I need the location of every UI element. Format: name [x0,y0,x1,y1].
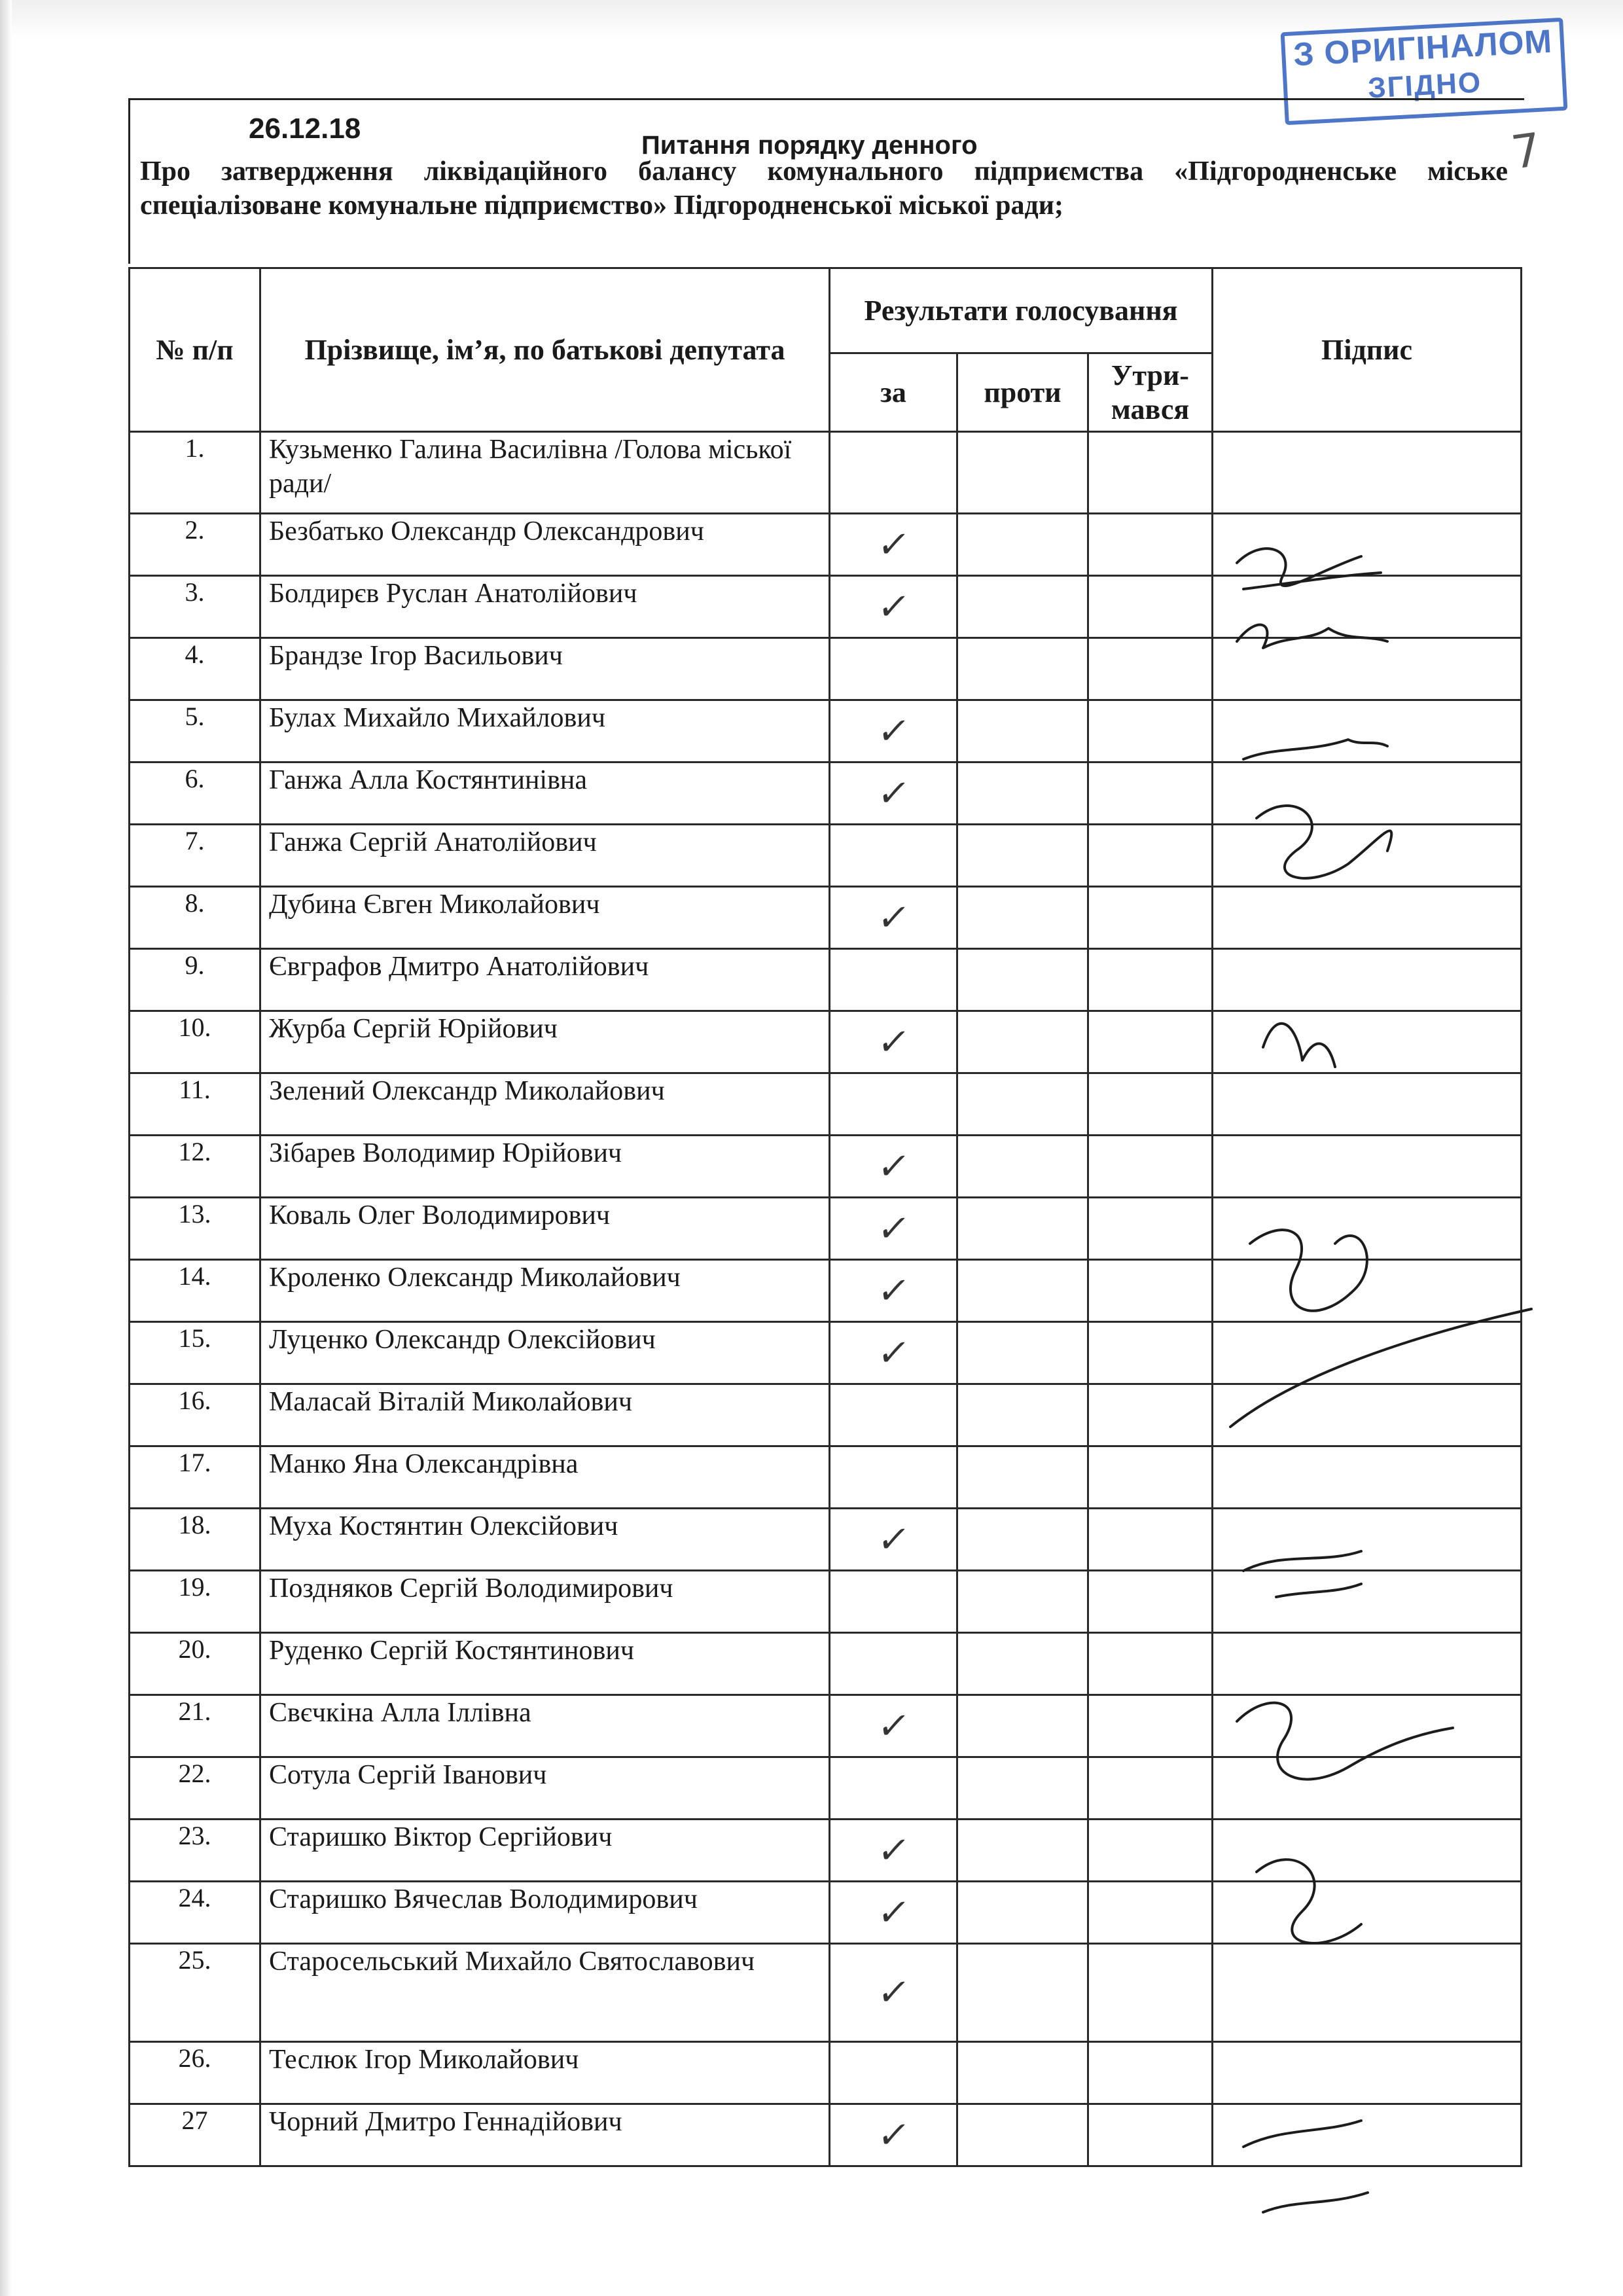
header-signature: Підпис [1213,268,1522,432]
meeting-date: 26.12.18 [249,113,361,145]
signature-cell [1213,1882,1522,1944]
header-row-1 [130,268,1522,353]
vote-za [830,2042,957,2104]
vote-proty [957,514,1088,576]
table-row [130,514,1522,576]
vote-proty [957,1384,1088,1446]
vote-abstained [1088,1882,1213,1944]
vote-za [830,1820,957,1882]
vote-za [830,432,957,514]
vote-proty [957,1509,1088,1571]
table-row [130,1011,1522,1073]
vote-abstained [1088,1509,1213,1571]
deputy-name: Кроленко Олександр Миколайович [260,1260,830,1322]
table-row [130,700,1522,762]
vote-abstained [1088,576,1213,638]
header-abstained: Утри-мався [1088,353,1213,432]
row-number: 23. [130,1820,260,1882]
check-mark-icon: ✓ [874,1331,913,1374]
header-za: за [830,353,957,432]
deputy-name: Ганжа Алла Костянтинівна [260,762,830,825]
vote-proty [957,949,1088,1011]
signature-cell [1213,638,1522,700]
row-number: 25. [130,1944,260,2042]
vote-proty [957,1446,1088,1509]
vote-proty [957,700,1088,762]
vote-za [830,1633,957,1695]
table-row [130,762,1522,825]
deputy-name: Дубина Євген Миколайович [260,887,830,949]
vote-proty [957,1944,1088,2042]
vote-proty [957,1198,1088,1260]
deputy-name: Луценко Олександр Олексійович [260,1322,830,1384]
signature-cell [1213,1757,1522,1820]
row-number: 27 [130,2104,260,2166]
vote-abstained [1088,1571,1213,1633]
vote-za [830,638,957,700]
check-mark-icon: ✓ [874,1971,913,2014]
vote-za [830,1384,957,1446]
signature-cell [1213,700,1522,762]
row-number: 4. [130,638,260,700]
row-number: 2. [130,514,260,576]
vote-abstained [1088,887,1213,949]
table-row [130,949,1522,1011]
check-mark-icon: ✓ [874,1207,913,1250]
agenda-title: Питання порядку денного [641,131,978,160]
vote-proty [957,1757,1088,1820]
deputy-name: Старишко Віктор Сергійович [260,1820,830,1882]
deputy-name: Муха Костянтин Олексійович [260,1509,830,1571]
signature-cell [1213,1571,1522,1633]
deputy-name: Сотула Сергій Іванович [260,1757,830,1820]
vote-proty [957,1136,1088,1198]
page-number: 7 [1508,122,1545,180]
check-mark-icon: ✓ [874,1518,913,1561]
deputy-name: Ганжа Сергій Анатолійович [260,825,830,887]
check-mark-icon: ✓ [874,1269,913,1312]
voting-rows [130,432,1522,2166]
vote-proty [957,1633,1088,1695]
row-number: 17. [130,1446,260,1509]
signature-cell [1213,432,1522,514]
vote-proty [957,1322,1088,1384]
row-number: 1. [130,432,260,514]
signature-cell [1213,825,1522,887]
vote-za [830,514,957,576]
vote-abstained [1088,2042,1213,2104]
row-number: 20. [130,1633,260,1695]
deputy-name: Старишко Вячеслав Володимирович [260,1882,830,1944]
vote-za [830,1944,957,2042]
row-number: 5. [130,700,260,762]
row-number: 14. [130,1260,260,1322]
check-mark-icon: ✓ [874,585,913,628]
signature-cell [1213,1384,1522,1446]
vote-za [830,1757,957,1820]
table-row [130,1446,1522,1509]
vote-abstained [1088,1198,1213,1260]
check-mark-icon: ✓ [874,896,913,939]
signature-cell [1213,2042,1522,2104]
vote-proty [957,1260,1088,1322]
table-row [130,1695,1522,1757]
row-number: 8. [130,887,260,949]
row-number: 12. [130,1136,260,1198]
vote-proty [957,2042,1088,2104]
signature-cell [1213,1633,1522,1695]
deputy-name: Безбатько Олександр Олександрович [260,514,830,576]
row-number: 13. [130,1198,260,1260]
signature-cell [1213,576,1522,638]
row-number: 7. [130,825,260,887]
table-row [130,1757,1522,1820]
signature-cell [1213,1198,1522,1260]
vote-abstained [1088,700,1213,762]
check-mark-icon: ✓ [874,1020,913,1064]
signature-cell [1213,1073,1522,1136]
row-number: 21. [130,1695,260,1757]
vote-abstained [1088,1260,1213,1322]
check-mark-icon: ✓ [874,709,913,753]
table-row [130,1260,1522,1322]
scan-shadow-left [0,0,12,2296]
table-row [130,1136,1522,1198]
check-mark-icon: ✓ [874,1829,913,1872]
deputy-name: Євграфов Дмитро Анатолійович [260,949,830,1011]
signature-cell [1213,1011,1522,1073]
table-row [130,825,1522,887]
table-row [130,2104,1522,2166]
vote-za [830,762,957,825]
deputy-name: Поздняков Сергій Володимирович [260,1571,830,1633]
vote-abstained [1088,1757,1213,1820]
vote-za [830,576,957,638]
stamp-line-1: З ОРИГІНАЛОМ [1292,22,1554,73]
signature-cell [1213,949,1522,1011]
row-number: 16. [130,1384,260,1446]
vote-za [830,887,957,949]
deputy-name: Зелений Олександр Миколайович [260,1073,830,1136]
signature-cell [1213,514,1522,576]
voting-table [128,267,1522,2167]
vote-abstained [1088,1011,1213,1073]
table-row [130,1820,1522,1882]
row-number: 9. [130,949,260,1011]
table-row [130,887,1522,949]
vote-proty [957,638,1088,700]
vote-abstained [1088,1944,1213,2042]
table-row [130,576,1522,638]
vote-proty [957,576,1088,638]
vote-za [830,1322,957,1384]
vote-proty [957,432,1088,514]
row-number: 10. [130,1011,260,1073]
signature-cell [1213,1695,1522,1757]
vote-za [830,2104,957,2166]
deputy-name: Брандзе Ігор Васильович [260,638,830,700]
vote-abstained [1088,762,1213,825]
agenda-item-text: Про затвердження ліквідаційного балансу комунального підприємства «Підгородненське міське спеціалізоване комунальне підприємство» Підгородненської міської ради; [140,156,1508,221]
vote-za [830,1260,957,1322]
signature-cell [1213,1136,1522,1198]
vote-proty [957,1695,1088,1757]
vote-proty [957,1882,1088,1944]
vote-za [830,825,957,887]
header-results: Результати голосування [830,268,1213,353]
vote-za [830,1073,957,1136]
signature-cell [1213,1260,1522,1322]
row-number: 26. [130,2042,260,2104]
deputy-name: Теслюк Ігор Миколайович [260,2042,830,2104]
vote-abstained [1088,2104,1213,2166]
table-row [130,1571,1522,1633]
vote-za [830,949,957,1011]
table-row [130,1073,1522,1136]
vote-abstained [1088,1446,1213,1509]
vote-za [830,1136,957,1198]
vote-abstained [1088,1322,1213,1384]
table-row [130,1384,1522,1446]
table-row [130,1509,1522,1571]
signature-cell [1213,1446,1522,1509]
vote-za [830,1571,957,1633]
check-mark-icon: ✓ [874,1704,913,1748]
vote-abstained [1088,638,1213,700]
check-mark-icon: ✓ [874,1145,913,1188]
check-mark-icon: ✓ [874,1891,913,1934]
check-mark-icon: ✓ [874,772,913,815]
vote-proty [957,1073,1088,1136]
table-row [130,1633,1522,1695]
check-mark-icon: ✓ [874,2113,913,2157]
row-number: 6. [130,762,260,825]
deputy-name: Журба Сергій Юрійович [260,1011,830,1073]
deputy-name: Руденко Сергій Костянтинович [260,1633,830,1695]
vote-za [830,1198,957,1260]
deputy-name: Зібарев Володимир Юрійович [260,1136,830,1198]
vote-proty [957,2104,1088,2166]
vote-abstained [1088,825,1213,887]
vote-proty [957,887,1088,949]
vote-abstained [1088,1633,1213,1695]
deputy-name: Коваль Олег Володимирович [260,1198,830,1260]
vote-abstained [1088,1136,1213,1198]
vote-proty [957,1820,1088,1882]
vote-proty [957,1571,1088,1633]
signature-cell [1213,762,1522,825]
vote-proty [957,762,1088,825]
header-proty: проти [957,353,1088,432]
deputy-name: Кузьменко Галина Василівна /Голова міської ради/ [260,432,830,514]
row-number: 19. [130,1571,260,1633]
table-row [130,1882,1522,1944]
vote-za [830,1882,957,1944]
stamp-line-2: ЗГІДНО [1366,66,1483,105]
table-row [130,432,1522,514]
vote-abstained [1088,432,1213,514]
vote-za [830,1695,957,1757]
header-name: Прізвище, ім’я, по батькові депутата [260,268,830,432]
vote-abstained [1088,1384,1213,1446]
row-number: 24. [130,1882,260,1944]
deputy-name: Болдирєв Руслан Анатолійович [260,576,830,638]
vote-abstained [1088,1820,1213,1882]
signature-cell [1213,2104,1522,2166]
deputy-name: Чорний Дмитро Геннадійович [260,2104,830,2166]
vote-proty [957,825,1088,887]
vote-za [830,1509,957,1571]
row-number: 11. [130,1073,260,1136]
table-row [130,1322,1522,1384]
deputy-name: Манко Яна Олександрівна [260,1446,830,1509]
deputy-name: Маласай Віталій Миколайович [260,1384,830,1446]
vote-abstained [1088,514,1213,576]
vote-za [830,700,957,762]
table-row [130,1944,1522,2042]
signature-cell [1213,1944,1522,2042]
table-row [130,1198,1522,1260]
vote-abstained [1088,949,1213,1011]
vote-abstained [1088,1073,1213,1136]
signature-cell [1213,887,1522,949]
signature-cell [1213,1322,1522,1384]
row-number: 15. [130,1322,260,1384]
table-row [130,2042,1522,2104]
row-number: 18. [130,1509,260,1571]
header-number: № п/п [130,268,260,432]
vote-za [830,1446,957,1509]
deputy-name: Булах Михайло Михайлович [260,700,830,762]
row-number: 3. [130,576,260,638]
vote-proty [957,1011,1088,1073]
signature-cell [1213,1820,1522,1882]
vote-abstained [1088,1695,1213,1757]
vote-za [830,1011,957,1073]
check-mark-icon: ✓ [874,523,913,566]
row-number: 22. [130,1757,260,1820]
deputy-name: Свєчкіна Алла Іллівна [260,1695,830,1757]
signature-cell [1213,1509,1522,1571]
deputy-name: Старосельський Михайло Святославович [260,1944,830,2042]
table-row [130,638,1522,700]
